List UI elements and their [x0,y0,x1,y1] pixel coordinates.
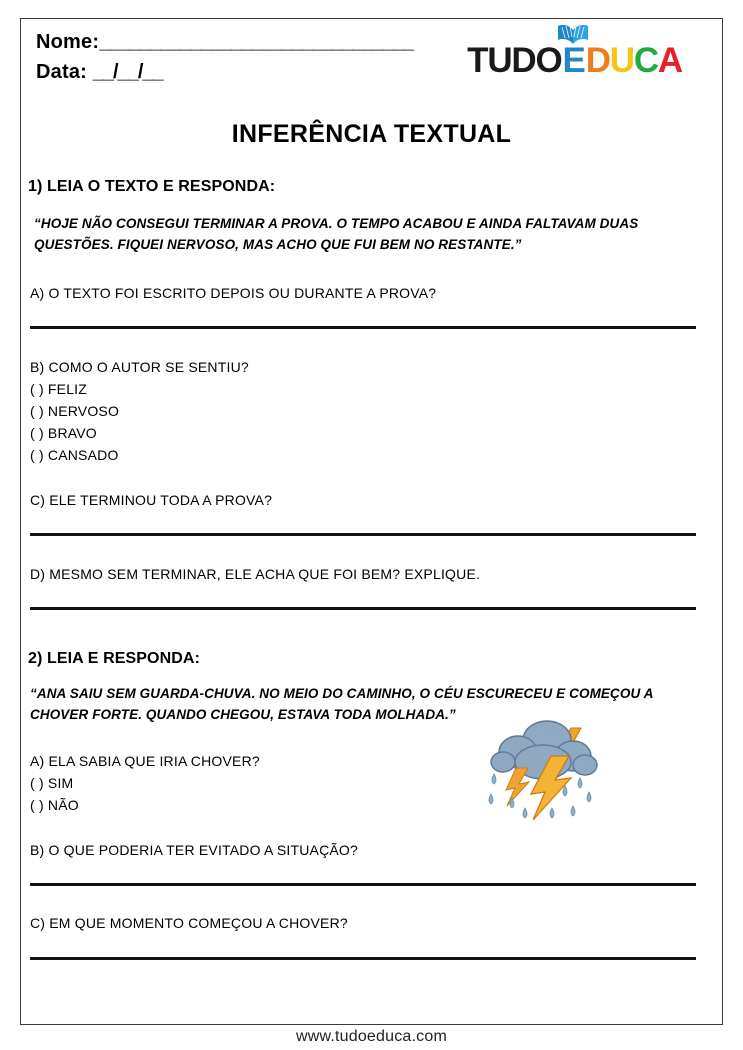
name-fill-line[interactable]: _______________________________ [99,31,414,53]
page-title: INFERÊNCIA TEXTUAL [231,120,512,148]
exercise2-passage-line2: CHOVER FORTE. QUANDO CHEGOU, ESTAVA TODA MOLHADA.” [30,706,456,722]
exercise2-option-nao[interactable]: ( ) NÃO [30,797,79,813]
open-book-icon [556,24,590,46]
exercise2-answer-line-b[interactable] [30,883,696,886]
name-label: Nome: [36,31,100,53]
exercise1-question-a: A) O TEXTO FOI ESCRITO DEPOIS OU DURANTE A PROVA? [30,285,437,301]
exercise1-answer-line-d[interactable] [30,607,696,610]
exercise2-question-c: C) EM QUE MOMENTO COMEÇOU A CHOVER? [30,915,348,931]
date-field-row [36,62,163,82]
exercise1-option-cansado[interactable]: ( ) CANSADO [30,447,119,463]
logo-letter-u: U [609,41,634,80]
exercise1-answer-line-c[interactable] [30,533,696,536]
exercise1-heading: 1) LEIA O TEXTO E RESPONDA: [28,178,276,195]
tudoeduca-logo [467,26,682,78]
exercise2-heading: 2) LEIA E RESPONDA: [28,650,200,667]
sheet-border [20,18,723,1025]
exercise2-question-a: A) ELA SABIA QUE IRIA CHOVER? [30,753,260,769]
exercise1-passage-line1: “HOJE NÃO CONSEGUI TERMINAR A PROVA. O TEMPO ACABOU E AINDA FALTAVAM DUAS [34,216,639,231]
logo-text-tudo: TUDO [467,41,562,80]
exercise1-answer-line-a[interactable] [30,326,696,329]
date-label: Data: [36,61,88,83]
exercise1-question-d: D) MESMO SEM TERMINAR, ELE ACHA QUE FOI BEM? EXPLIQUE. [30,566,481,582]
exercise1-passage [34,214,684,256]
exercise2-answer-line-c[interactable] [30,957,696,960]
footer-website: www.tudoeduca.com [295,1028,448,1045]
exercise2-option-sim[interactable]: ( ) SIM [30,775,74,791]
logo-letter-a: A [657,41,682,80]
logo-letter-e [562,43,586,78]
exercise1-passage-line2: QUESTÕES. FIQUEI NERVOSO, MAS ACHO QUE FUI BEM NO RESTANTE.” [34,236,522,252]
student-header [36,30,696,92]
exercise1-option-nervoso[interactable]: ( ) NERVOSO [30,403,120,419]
exercise1-question-c: C) ELE TERMINOU TODA A PROVA? [30,492,273,508]
exercise1-option-bravo[interactable]: ( ) BRAVO [30,425,97,441]
date-fill-line[interactable]: __/__/__ [92,61,163,83]
exercise1-option-feliz[interactable]: ( ) FELIZ [30,381,88,397]
logo-letter-d: D [585,41,610,80]
logo-letter-c: C [633,41,658,80]
exercise2-question-b: B) O QUE PODERIA TER EVITADO A SITUAÇÃO? [30,842,359,858]
exercise1-question-b: B) COMO O AUTOR SE SENTIU? [30,359,249,375]
name-field-row [36,32,413,52]
exercise2-passage-line1: “ANA SAIU SEM GUARDA-CHUVA. NO MEIO DO CAMINHO, O CÉU ESCURECEU E COMEÇOU A [30,686,654,701]
storm-cloud-lightning-rain-icon [485,712,605,824]
logo-letter-e-text: E [562,41,585,80]
